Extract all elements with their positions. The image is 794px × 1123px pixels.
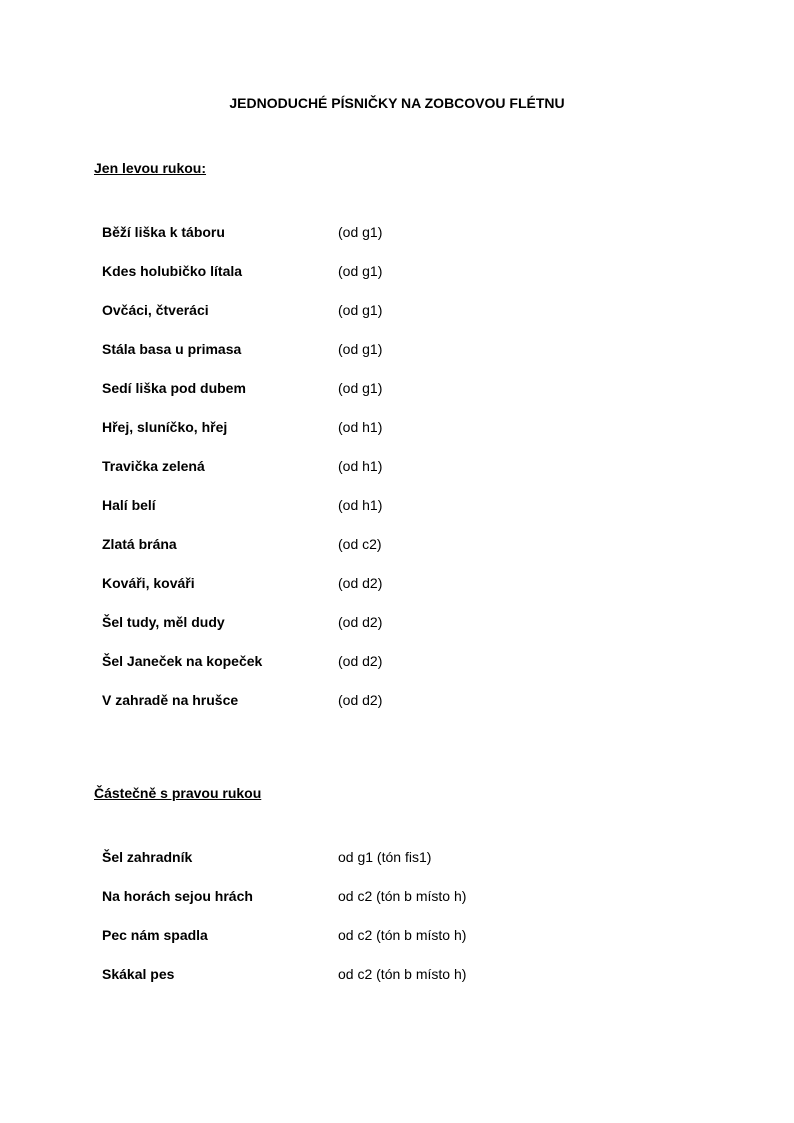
song-row <box>102 262 702 301</box>
song-row <box>102 574 702 613</box>
song-name: Hřej, sluníčko, hřej <box>102 419 228 435</box>
song-range: (od g1) <box>338 263 383 279</box>
song-name: Skákal pes <box>102 966 175 982</box>
song-range: (od h1) <box>338 458 383 474</box>
song-range: od c2 (tón b místo h) <box>338 888 467 904</box>
song-row <box>102 887 702 926</box>
song-range: (od h1) <box>338 497 383 513</box>
song-row <box>102 652 702 691</box>
song-row <box>102 613 702 652</box>
song-row <box>102 223 702 262</box>
song-row <box>102 848 702 887</box>
song-name: Běží liška k táboru <box>102 224 225 240</box>
song-range: (od g1) <box>338 224 383 240</box>
song-row <box>102 418 702 457</box>
section-heading-partial-right-hand: Částečně s pravou rukou <box>94 785 262 801</box>
song-name: Pec nám spadla <box>102 927 208 943</box>
song-range: (od g1) <box>338 302 383 318</box>
song-row <box>102 301 702 340</box>
song-name: Šel zahradník <box>102 849 193 865</box>
song-row <box>102 926 702 965</box>
song-name: Travička zelená <box>102 458 205 474</box>
section-heading-left-hand: Jen levou rukou: <box>94 160 207 176</box>
song-name: Stála basa u primasa <box>102 341 242 357</box>
song-range: (od g1) <box>338 341 383 357</box>
document-title: JEDNODUCHÉ PÍSNIČKY NA ZOBCOVOU FLÉTNU <box>229 95 565 111</box>
song-row <box>102 340 702 379</box>
song-range: (od d2) <box>338 614 383 630</box>
song-name: Halí belí <box>102 497 156 513</box>
song-row <box>102 379 702 418</box>
song-row <box>102 965 702 1004</box>
song-range: (od h1) <box>338 419 383 435</box>
song-range: od g1 (tón fis1) <box>338 849 432 865</box>
song-range: (od d2) <box>338 653 383 669</box>
song-name: Zlatá brána <box>102 536 177 552</box>
song-name: Šel Janeček na kopeček <box>102 653 263 669</box>
song-row <box>102 535 702 574</box>
song-range: (od c2) <box>338 536 382 552</box>
song-name: Na horách sejou hrách <box>102 888 253 904</box>
song-list-left-hand <box>102 223 702 730</box>
song-range: (od d2) <box>338 575 383 591</box>
song-row <box>102 691 702 730</box>
song-name: V zahradě na hrušce <box>102 692 239 708</box>
song-range: (od d2) <box>338 692 383 708</box>
song-row <box>102 457 702 496</box>
song-name: Kováři, kováři <box>102 575 195 591</box>
song-name: Ovčáci, čtveráci <box>102 302 209 318</box>
song-name: Šel tudy, měl dudy <box>102 614 225 630</box>
song-range: (od g1) <box>338 380 383 396</box>
song-name: Kdes holubičko lítala <box>102 263 243 279</box>
song-range: od c2 (tón b místo h) <box>338 966 467 982</box>
song-range: od c2 (tón b místo h) <box>338 927 467 943</box>
song-name: Sedí liška pod dubem <box>102 380 246 396</box>
song-row <box>102 496 702 535</box>
song-list-partial-right-hand <box>102 848 702 1004</box>
